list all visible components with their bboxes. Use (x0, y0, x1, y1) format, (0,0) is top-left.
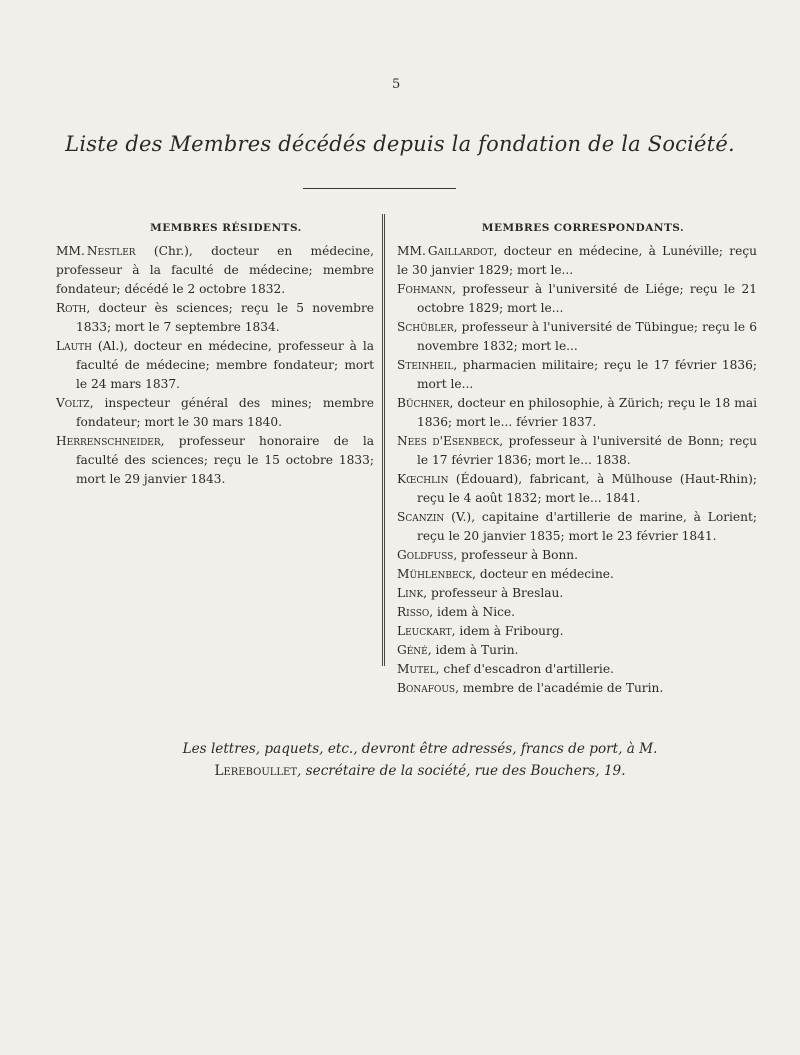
notice-before: Les lettres, paquets, etc., devront être adressés, francs de port, à M. (182, 741, 658, 757)
member-name: Mutel (397, 662, 436, 676)
member-details: , chef d'escadron d'artillerie. (435, 662, 614, 676)
member-details: , idem à Fribourg. (451, 624, 564, 638)
member-entry (56, 394, 374, 432)
page-number: 5 (392, 77, 401, 92)
member-entry (397, 432, 757, 470)
member-details: , docteur en philosophie, à Zürich; reçu le 18 mai 1836; mort le... février 1837. (417, 396, 757, 429)
member-name: Bonafous (397, 681, 456, 695)
member-details: , professeur à l'université de Liége; reçu le 21 octobre 1829; mort le... (417, 282, 757, 315)
member-details: (Chr.), docteur en médecine, professeur à la faculté de médecine; membre fondateur; décédé le 2 octobre 1832. (56, 244, 374, 296)
member-name: Mühlenbeck (397, 567, 473, 581)
member-name: Scanzin (397, 510, 445, 524)
notice-addressee: Lereboullet (214, 763, 298, 779)
member-details: , docteur ès sciences; reçu le 5 novembre 1833; mort le 7 septembre 1834. (76, 301, 374, 334)
member-name: Nestler (86, 244, 136, 258)
member-entry (397, 679, 757, 698)
member-entry (397, 280, 757, 318)
correspondants-heading: MEMBRES CORRESPONDANTS. (481, 222, 685, 234)
member-name: Gaillardot (427, 244, 494, 258)
title-rule (303, 188, 456, 189)
member-details: , professeur à l'université de Bonn; reçu le 17 février 1836; mort le... 1838. (417, 434, 757, 467)
member-details: , docteur en médecine, à Lunéville; reçu le 30 janvier 1829; mort le... (397, 244, 757, 277)
member-entry (397, 584, 757, 603)
member-name: Büchner (397, 396, 450, 410)
notice-after: , secrétaire de la société, rue des Bouchers, 19. (297, 763, 626, 779)
residents-list (56, 242, 374, 489)
member-name: Voltz (56, 396, 90, 410)
member-entry (56, 337, 374, 394)
member-entry (397, 546, 757, 565)
member-entry (397, 622, 757, 641)
member-details: , docteur en médecine. (472, 567, 614, 581)
member-entry (397, 603, 757, 622)
member-name: Schübler (397, 320, 454, 334)
member-entry (397, 394, 757, 432)
member-name: Goldfuss (397, 548, 454, 562)
member-details: , inspecteur général des mines; membre fondateur; mort le 30 mars 1840. (76, 396, 374, 429)
member-details: , professeur honoraire de la faculté des sciences; reçu le 15 octobre 1833; mort le 29 janvier 1843. (76, 434, 374, 486)
member-details: (Al.), docteur en médecine, professeur à la faculté de médecine; membre fondateur; mort le 24 mars 1837. (76, 339, 374, 391)
member-name: Géné (397, 643, 428, 657)
residents-heading: MEMBRES RÉSIDENTS. (150, 222, 302, 234)
correspondants-list (397, 242, 757, 698)
mailing-notice (140, 738, 700, 782)
member-entry (397, 660, 757, 679)
member-name: Kœchlin (397, 472, 449, 486)
member-name: Steinheil (397, 358, 454, 372)
member-name: Link (397, 586, 424, 600)
member-details: , professeur à l'université de Tübingue; reçu le 6 novembre 1832; mort le... (417, 320, 757, 353)
member-entry (397, 641, 757, 660)
member-entry (397, 356, 757, 394)
member-details: , idem à Nice. (429, 605, 516, 619)
mm-prefix: MM. (397, 244, 426, 258)
member-details: , pharmacien militaire; reçu le 17 février 1836; mort le... (417, 358, 757, 391)
member-details: , professeur à Breslau. (423, 586, 564, 600)
member-entry (397, 242, 757, 280)
member-details: (Édouard), fabricant, à Mülhouse (Haut-Rhin); reçu le 4 août 1832; mort le... 1841. (417, 472, 757, 505)
mm-prefix: MM. (56, 244, 85, 258)
member-entry (56, 299, 374, 337)
member-name: Leuckart (397, 624, 452, 638)
member-name: Fohmann (397, 282, 453, 296)
residents-column (56, 222, 374, 489)
page-title: Liste des Membres décédés depuis la fondation de la Société. (65, 132, 735, 156)
member-details: (V.), capitaine d'artillerie de marine, à Lorient; reçu le 20 janvier 1835; mort le 23 février 1841. (417, 510, 757, 543)
member-name: Herrenschneider (56, 434, 161, 448)
member-entry (397, 565, 757, 584)
member-entry (56, 432, 374, 489)
member-details: , professeur à Bonn. (453, 548, 579, 562)
member-name: Nees d'Esenbeck (397, 434, 500, 448)
member-details: , membre de l'académie de Turin. (455, 681, 664, 695)
member-details: , idem à Turin. (427, 643, 519, 657)
member-name: Roth (56, 301, 87, 315)
column-divider (382, 214, 385, 666)
member-entry (397, 470, 757, 508)
correspondants-column (397, 222, 757, 698)
member-name: Lauth (56, 339, 93, 353)
member-name: Risso (397, 605, 430, 619)
member-entry (56, 242, 374, 299)
member-entry (397, 508, 757, 546)
member-entry (397, 318, 757, 356)
